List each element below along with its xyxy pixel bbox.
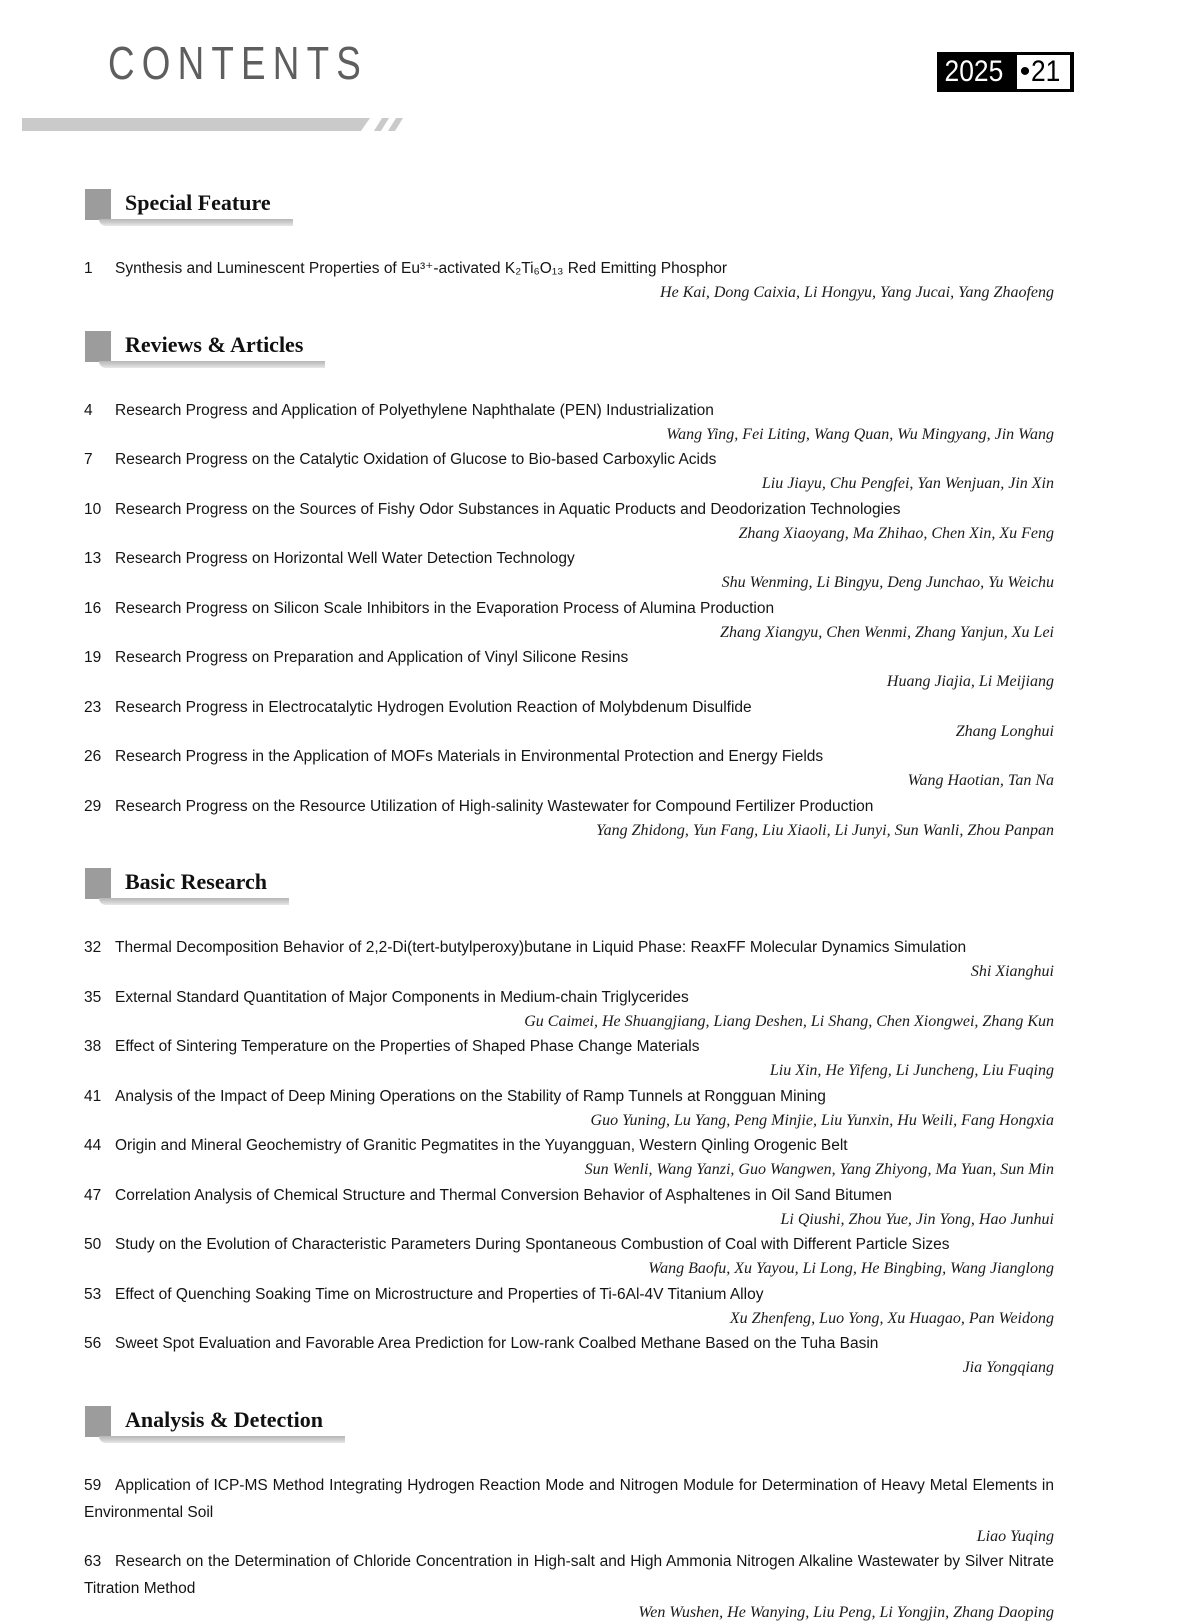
article-page-number: 53 (84, 1285, 102, 1303)
toc-entry (84, 1083, 1054, 1132)
article-title: Synthesis and Luminescent Properties of Eu³⁺-activated K₂Ti₆O₁₃ Red Emitting Phosphor (115, 260, 728, 277)
article-title-line (84, 1033, 1054, 1060)
article-title: External Standard Quantitation of Major Components in Medium-chain Triglycerides (115, 988, 689, 1006)
article-authors: Shu Wenming, Li Bingyu, Deng Junchao, Yu Weichu (721, 574, 1054, 591)
article-title-line (84, 1330, 1054, 1357)
section-entries (84, 255, 1054, 304)
article-title-line (84, 1548, 1054, 1602)
toc-section-reviews-articles (84, 305, 1054, 842)
article-page-number: 41 (84, 1087, 102, 1105)
toc-entry (84, 496, 1054, 545)
bullet-icon: • (1019, 55, 1031, 88)
header-rule-bar (22, 118, 370, 131)
article-authors: Xu Zhenfeng, Luo Yong, Xu Huagao, Pan Weidong (729, 1309, 1054, 1327)
article-title: Research Progress on the Sources of Fishy Odor Substances in Aquatic Products and Deodorization Technologies (115, 500, 901, 518)
article-title-line (84, 793, 1054, 820)
article-authors: Guo Yuning, Lu Yang, Peng Minjie, Liu Yunxin, Hu Weili, Fang Hongxia (590, 1111, 1054, 1129)
article-title: Thermal Decomposition Behavior of 2,2-Di(tert-butylperoxy)butane in Liquid Phase: ReaxFF Molecular Dynamics Simulation (115, 939, 967, 956)
issue-number: 21 (1031, 55, 1061, 88)
toc-section-analysis-detection (84, 1380, 1054, 1624)
article-authors: Li Qiushi, Zhou Yue, Jin Yong, Hao Junhui (780, 1210, 1054, 1228)
article-title: Effect of Quenching Soaking Time on Microstructure and Properties of Ti-6Al-4V Titanium Alloy (115, 1285, 764, 1303)
article-page-number: 13 (84, 550, 102, 567)
section-underline (99, 361, 325, 368)
article-title-line (84, 397, 1054, 424)
article-title: Correlation Analysis of Chemical Structure and Thermal Conversion Behavior of Asphaltenes in Oil Sand Bitumen (115, 1186, 892, 1204)
article-authors: He Kai, Dong Caixia, Li Hongyu, Yang Jucai, Yang Zhaofeng (660, 284, 1054, 301)
article-page-number: 38 (84, 1038, 102, 1055)
article-title: Research on the Determination of Chloride Concentration in High-salt and High Ammonia Nitrogen Alkaline Wastewater by Silver Nitrate Titration Method (84, 1553, 1054, 1597)
article-page-number: 32 (84, 939, 102, 956)
article-title: Application of ICP-MS Method Integrating Hydrogen Reaction Mode and Nitrogen Module for Determination of Heavy Metal Elements in Environmental Soil (84, 1476, 1054, 1521)
article-title: Research Progress and Application of Polyethylene Naphthalate (PEN) Industrialization (115, 401, 714, 419)
toc-entry (84, 1231, 1054, 1280)
toc-section-basic-research (84, 842, 1054, 1379)
toc-entry (84, 934, 1054, 983)
article-page-number: 7 (84, 451, 93, 468)
article-page-number: 29 (84, 797, 102, 815)
article-authors: Wang Ying, Fei Liting, Wang Quan, Wu Mingyang, Jin Wang (666, 425, 1054, 443)
article-title-line (84, 743, 1054, 770)
article-page-number: 59 (84, 1476, 102, 1494)
section-heading (84, 867, 267, 907)
article-title-line (84, 644, 1054, 671)
article-title: Research Progress on Horizontal Well Water Detection Technology (115, 550, 575, 567)
toc-entry (84, 1548, 1054, 1624)
article-authors: Zhang Xiangyu, Chen Wenmi, Zhang Yanjun, Xu Lei (720, 623, 1054, 641)
article-title: Study on the Evolution of Characteristic Parameters During Spontaneous Combustion of Coal with Different Particle Sizes (115, 1236, 950, 1253)
article-title: Effect of Sintering Temperature on the Properties of Shaped Phase Change Materials (115, 1038, 700, 1055)
article-title: Research Progress in Electrocatalytic Hydrogen Evolution Reaction of Molybdenum Disulfide (115, 698, 752, 716)
rule-stripe-icon (388, 118, 403, 131)
article-title-line (84, 694, 1054, 721)
article-page-number: 23 (84, 698, 102, 716)
article-authors: Huang Jiajia, Li Meijiang (886, 673, 1054, 690)
toc-entry (84, 595, 1054, 644)
article-title-line (84, 446, 1054, 473)
article-title-line (84, 984, 1054, 1011)
article-page-number: 56 (84, 1335, 102, 1352)
toc-entry (84, 743, 1054, 792)
toc-entry (84, 545, 1054, 594)
article-title-line (84, 545, 1054, 572)
toc-body (84, 163, 1054, 1624)
article-page-number: 4 (84, 401, 93, 419)
article-page-number: 26 (84, 748, 102, 765)
toc-entry (84, 793, 1054, 842)
toc-entry (84, 1472, 1054, 1548)
issue-number-box (1017, 55, 1070, 89)
article-title-line (84, 1231, 1054, 1258)
rule-stripe-icon (374, 118, 389, 131)
article-title: Research Progress on the Resource Utilization of High-salinity Wastewater for Compound Fertilizer Production (115, 797, 874, 815)
article-authors: Zhang Xiaoyang, Ma Zhihao, Chen Xin, Xu Feng (738, 524, 1054, 542)
article-authors: Liu Jiayu, Chu Pengfei, Yan Wenjuan, Jin Xin (761, 475, 1054, 492)
masthead (0, 0, 1178, 140)
article-title: Research Progress in the Application of MOFs Materials in Environmental Protection and Energy Fields (115, 748, 824, 765)
toc-entry (84, 255, 1054, 304)
article-title: Sweet Spot Evaluation and Favorable Area Prediction for Low-rank Coalbed Methane Based on the Tuha Basin (115, 1335, 879, 1352)
article-title-line (84, 255, 1054, 282)
section-heading (84, 330, 303, 370)
article-page-number: 16 (84, 599, 102, 617)
toc-entry (84, 694, 1054, 743)
section-underline (99, 1436, 345, 1443)
article-authors: Wen Wushen, He Wanying, Liu Peng, Li Yongjin, Zhang Daoping (638, 1604, 1054, 1621)
section-marker-square-icon (85, 331, 111, 362)
section-title: Analysis & Detection (125, 1406, 323, 1432)
article-page-number: 19 (84, 649, 102, 666)
article-authors: Wang Haotian, Tan Na (907, 772, 1054, 789)
article-page-number: 63 (84, 1553, 102, 1570)
article-title: Origin and Mineral Geochemistry of Granitic Pegmatites in the Yuyangguan, Western Qinling Orogenic Belt (115, 1137, 848, 1154)
article-title-line (84, 1281, 1054, 1308)
article-page-number: 1 (84, 260, 93, 277)
section-entries (84, 1472, 1054, 1624)
toc-entry (84, 1033, 1054, 1082)
article-page-number: 35 (84, 988, 102, 1006)
issue-year: 2025 (944, 55, 1004, 88)
toc-entry (84, 1281, 1054, 1330)
toc-entry (84, 1330, 1054, 1379)
article-title-line (84, 934, 1054, 961)
article-title: Analysis of the Impact of Deep Mining Operations on the Stability of Ramp Tunnels at Rongguan Mining (115, 1087, 826, 1105)
article-authors: Shi Xianghui (970, 963, 1054, 980)
toc-entry (84, 1182, 1054, 1231)
section-title: Basic Research (125, 869, 267, 894)
article-title: Research Progress on Preparation and Application of Vinyl Silicone Resins (115, 649, 629, 666)
section-marker-square-icon (85, 868, 111, 899)
toc-entry (84, 446, 1054, 495)
article-authors: Sun Wenli, Wang Yanzi, Guo Wangwen, Yang Zhiyong, Ma Yuan, Sun Min (584, 1161, 1054, 1178)
toc-entry (84, 397, 1054, 446)
section-title: Reviews & Articles (125, 331, 304, 357)
page-title: CONTENTS (108, 37, 368, 89)
article-authors: Zhang Longhui (955, 722, 1054, 740)
section-marker-square-icon (85, 189, 111, 220)
article-title-line (84, 1182, 1054, 1209)
section-marker-square-icon (85, 1406, 111, 1437)
article-authors: Jia Yongqiang (962, 1359, 1054, 1376)
section-underline (99, 219, 293, 226)
article-page-number: 10 (84, 500, 102, 518)
article-title-line (84, 1083, 1054, 1110)
section-entries (84, 934, 1054, 1379)
article-authors: Liao Yuqing (976, 1527, 1054, 1545)
section-entries (84, 397, 1054, 842)
toc-entry (84, 984, 1054, 1033)
article-page-number: 44 (84, 1137, 102, 1154)
article-title-line (84, 1132, 1054, 1159)
toc-section-special-feature (84, 163, 1054, 304)
article-title-line (84, 1472, 1054, 1526)
article-page-number: 50 (84, 1236, 102, 1253)
toc-entry (84, 644, 1054, 693)
article-title-line (84, 496, 1054, 523)
article-title: Research Progress on Silicon Scale Inhibitors in the Evaporation Process of Alumina Production (115, 599, 775, 617)
article-authors: Liu Xin, He Yifeng, Li Juncheng, Liu Fuqing (769, 1062, 1054, 1079)
section-underline (99, 898, 289, 905)
article-page-number: 47 (84, 1186, 102, 1204)
section-heading (84, 1405, 323, 1445)
toc-entry (84, 1132, 1054, 1181)
issue-badge (937, 52, 1074, 92)
section-title: Special Feature (125, 190, 271, 215)
article-authors: Gu Caimei, He Shuangjiang, Liang Deshen, Li Shang, Chen Xiongwei, Zhang Kun (524, 1012, 1054, 1030)
article-authors: Wang Baofu, Xu Yayou, Li Long, He Bingbing, Wang Jianglong (648, 1260, 1054, 1277)
article-title-line (84, 595, 1054, 622)
section-heading (84, 188, 271, 228)
article-title: Research Progress on the Catalytic Oxidation of Glucose to Bio-based Carboxylic Acids (115, 451, 717, 468)
article-authors: Yang Zhidong, Yun Fang, Liu Xiaoli, Li Junyi, Sun Wanli, Zhou Panpan (596, 821, 1054, 839)
